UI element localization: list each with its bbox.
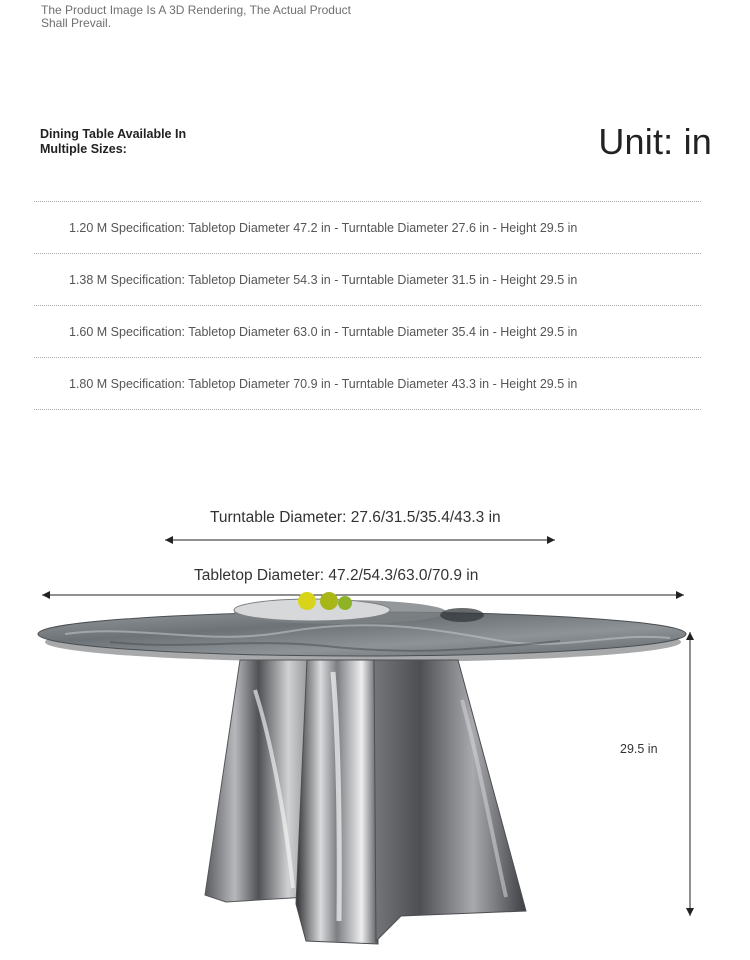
marble-vein	[65, 625, 670, 644]
spec-row-160: 1.60 M Specification: Tabletop Diameter 63.0 in - Turntable Diameter 35.4 in - Height 29.5 in	[34, 306, 701, 358]
sizes-heading: Dining Table Available In Multiple Sizes:	[40, 127, 187, 156]
tabletop-shadow	[45, 622, 681, 662]
fruit-plate-icon	[234, 599, 390, 621]
lemon-icon	[298, 592, 316, 610]
disclaimer-text: The Product Image Is A 3D Rendering, The Actual Product Shall Prevail.	[41, 3, 351, 30]
specification-list	[34, 201, 701, 410]
center-pedestal-fin	[296, 660, 378, 944]
height-label: 29.5 in	[620, 742, 658, 756]
turntable-diameter-label: Turntable Diameter: 27.6/31.5/35.4/43.3 in	[210, 509, 501, 526]
spec-row-138: 1.38 M Specification: Tabletop Diameter 54.3 in - Turntable Diameter 31.5 in - Height 29.5 in	[34, 254, 701, 306]
unit-label: Unit: in	[598, 121, 712, 162]
lemon-icon	[320, 592, 338, 610]
spec-row-120: 1.20 M Specification: Tabletop Diameter 47.2 in - Turntable Diameter 27.6 in - Height 29.5 in	[34, 202, 701, 254]
pedestal-highlight	[333, 672, 339, 921]
tabletop-diameter-label: Tabletop Diameter: 47.2/54.3/63.0/70.9 in	[194, 567, 479, 584]
marble-vein	[110, 641, 560, 651]
right-pedestal-fin	[374, 660, 526, 941]
left-pedestal-fin	[205, 660, 324, 902]
spec-row-180: 1.80 M Specification: Tabletop Diameter 70.9 in - Turntable Diameter 43.3 in - Height 29.5 in	[34, 358, 701, 410]
bowl-icon	[440, 608, 484, 622]
lazy-susan	[234, 600, 446, 624]
lemon-icon	[338, 596, 352, 610]
pedestal-highlight	[255, 690, 293, 888]
pedestal-highlight	[462, 700, 506, 897]
marble-tabletop	[38, 612, 686, 656]
